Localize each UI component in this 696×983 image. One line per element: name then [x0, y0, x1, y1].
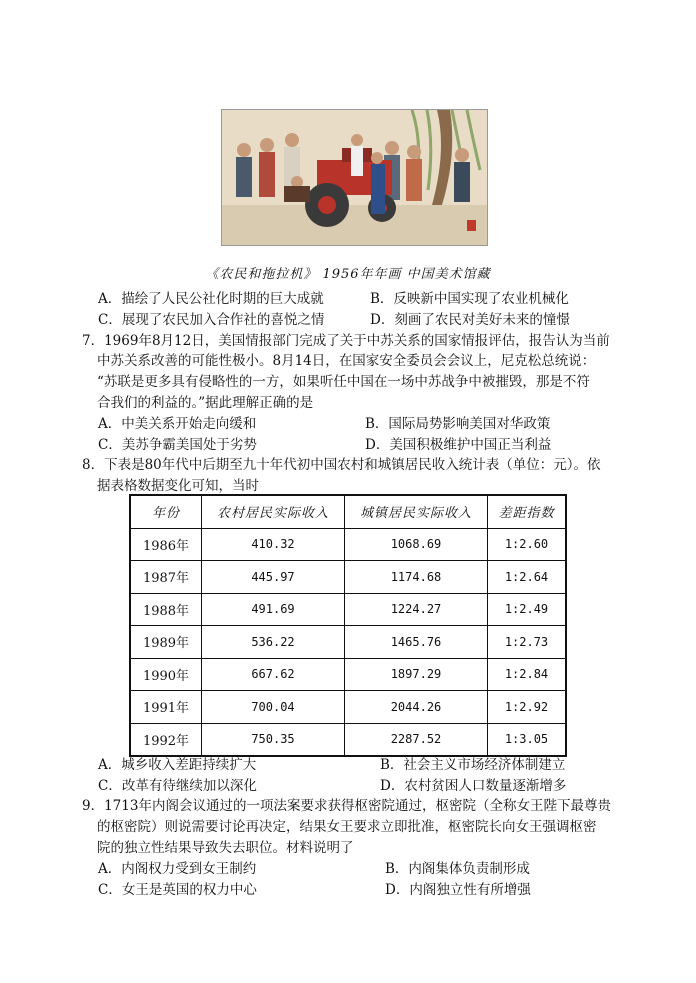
q9-option-c[interactable]: C．女王是英国的权力中心	[98, 882, 257, 898]
q9-option-a[interactable]: A．内阁权力受到女王制约	[98, 861, 257, 877]
cell-gap: 1:2.60	[488, 528, 567, 561]
q8-option-a[interactable]: A．城乡收入差距持续扩大	[98, 757, 257, 773]
q6-option-c[interactable]: C．展现了农民加入合作社的喜悦之情	[98, 312, 325, 328]
cell-gap: 1:3.05	[488, 723, 567, 756]
cell-rural: 410.32	[202, 528, 345, 561]
cell-year: 1990年	[130, 658, 202, 691]
cell-year: 1991年	[130, 691, 202, 724]
cell-rural: 445.97	[202, 561, 345, 594]
q7-option-c[interactable]: C．美苏争霸美国处于劣势	[98, 437, 257, 453]
painting-farmers-and-tractor	[221, 109, 488, 246]
col-header-year: 年份	[130, 495, 202, 528]
q9-option-b[interactable]: B．内阁集体负责制形成	[385, 861, 530, 877]
cell-urban: 2044.26	[345, 691, 488, 724]
cell-rural: 750.35	[202, 723, 345, 756]
cell-rural: 536.22	[202, 626, 345, 659]
cell-gap: 1:2.84	[488, 658, 567, 691]
q6-option-a[interactable]: A．描绘了人民公社化时期的巨大成就	[98, 291, 324, 307]
cell-year: 1988年	[130, 593, 202, 626]
figure-caption: 《农民和拖拉机》 1956年年画 中国美术馆藏	[205, 267, 491, 282]
q7-stem-line: 7．1969年8月12日，美国情报部门完成了关于中苏关系的国家情报评估，报告认为当前	[82, 333, 610, 349]
table-row	[130, 593, 566, 626]
q7-option-b[interactable]: B．国际局势影响美国对华政策	[365, 416, 551, 432]
cell-gap: 1:2.92	[488, 691, 567, 724]
q7-stem-line: 中苏关系改善的可能性极小。8月14日，在国家安全委员会会议上，尼克松总统说：	[97, 353, 596, 369]
q9-stem-line: 9．1713年内阁会议通过的一项法案要求获得枢密院通过，枢密院（全称女王陛下最尊贵	[82, 798, 611, 814]
cell-rural: 491.69	[202, 593, 345, 626]
q9-stem-line: 院的独立性结果导致失去职位。材料说明了	[97, 840, 354, 856]
col-header-urban-income: 城镇居民实际收入	[345, 495, 488, 528]
table-row	[130, 561, 566, 594]
cell-year: 1986年	[130, 528, 202, 561]
q8-option-c[interactable]: C．改革有待继续加以深化	[98, 778, 257, 794]
col-header-gap-index: 差距指数	[488, 495, 567, 528]
q8-stem-line: 8．下表是80年代中后期至九十年代初中国农村和城镇居民收入统计表（单位：元）。依	[82, 457, 601, 473]
col-header-rural-income: 农村居民实际收入	[202, 495, 345, 528]
q8-option-d[interactable]: D．农村贫困人口数量逐渐增多	[380, 778, 567, 794]
q9-stem-line: 的枢密院）则说需要讨论再决定，结果女王要求立即批准，枢密院长向女王强调枢密	[97, 819, 597, 835]
cell-gap: 1:2.73	[488, 626, 567, 659]
cell-urban: 1465.76	[345, 626, 488, 659]
table-row	[130, 528, 566, 561]
cell-urban: 1174.68	[345, 561, 488, 594]
table-row	[130, 626, 566, 659]
q7-stem-line: 合我们的利益的。”据此理解正确的是	[97, 395, 314, 411]
table-row	[130, 691, 566, 724]
q7-option-d[interactable]: D．美国积极维护中国正当利益	[365, 437, 552, 453]
cell-year: 1992年	[130, 723, 202, 756]
table-row	[130, 658, 566, 691]
cell-urban: 1897.29	[345, 658, 488, 691]
income-table	[129, 494, 567, 757]
painting-illustration	[222, 110, 487, 245]
table-header-row	[130, 495, 566, 528]
cell-year: 1987年	[130, 561, 202, 594]
cell-urban: 1224.27	[345, 593, 488, 626]
q6-option-d[interactable]: D．刻画了农民对美好未来的憧憬	[370, 312, 570, 328]
q8-stem-line: 据表格数据变化可知，当时	[97, 478, 259, 494]
q9-option-d[interactable]: D．内阁独立性有所增强	[385, 882, 531, 898]
q8-option-b[interactable]: B．社会主义市场经济体制建立	[380, 757, 566, 773]
cell-year: 1989年	[130, 626, 202, 659]
cell-rural: 667.62	[202, 658, 345, 691]
table-row	[130, 723, 566, 756]
cell-gap: 1:2.49	[488, 593, 567, 626]
q6-option-b[interactable]: B．反映新中国实现了农业机械化	[370, 291, 569, 307]
cell-rural: 700.04	[202, 691, 345, 724]
cell-urban: 1068.69	[345, 528, 488, 561]
q7-option-a[interactable]: A．中美关系开始走向缓和	[98, 416, 257, 432]
cell-gap: 1:2.64	[488, 561, 567, 594]
cell-urban: 2287.52	[345, 723, 488, 756]
q7-stem-line: “苏联是更多具有侵略性的一方，如果听任中国在一场中苏战争中被摧毁，那是不符	[97, 374, 590, 390]
